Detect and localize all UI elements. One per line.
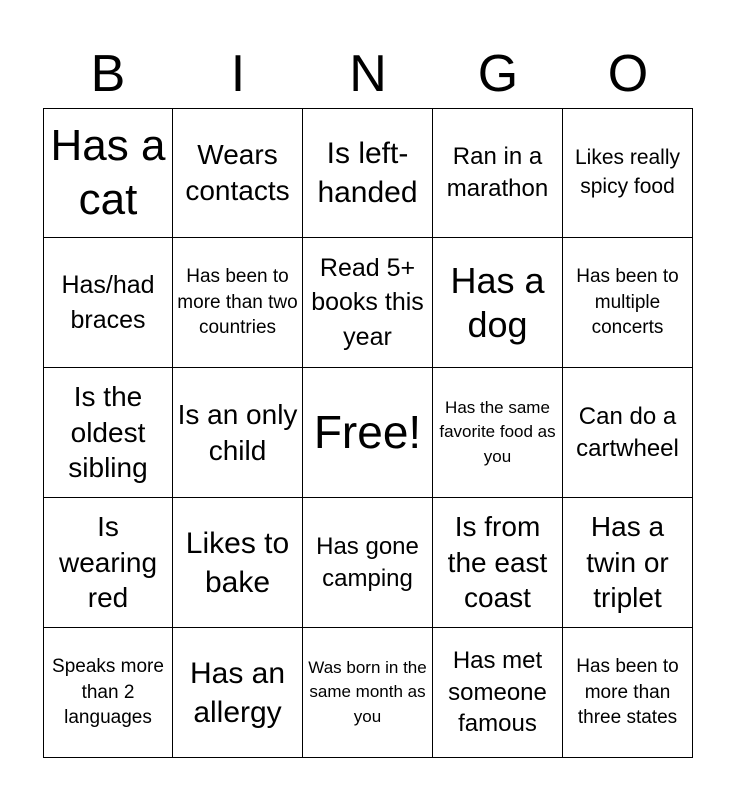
header-letter-g: G <box>477 45 519 103</box>
cell-text: Is from the east coast <box>447 510 548 614</box>
bingo-cell-r4-c1[interactable] <box>173 628 303 758</box>
cell-text: Has been to multiple concerts <box>576 265 679 339</box>
bingo-cell-r0-c1[interactable] <box>173 108 303 238</box>
cell-text: Has a cat <box>50 121 166 224</box>
bingo-cell-r1-c3[interactable] <box>433 238 563 368</box>
header-letter-o: O <box>607 45 649 103</box>
cell-text: Has gone camping <box>316 532 419 592</box>
bingo-board <box>43 108 693 757</box>
cell-text: Has been to more than three states <box>576 655 679 729</box>
header-letter-n: N <box>349 45 387 103</box>
header-letter-b: B <box>90 45 126 103</box>
bingo-cell-r0-c0[interactable] <box>43 108 173 238</box>
cell-text: Has an allergy <box>189 656 286 729</box>
bingo-cell-r3-c0[interactable] <box>43 498 173 628</box>
bingo-cell-r2-c3[interactable] <box>433 368 563 498</box>
bingo-cell-r2-c4[interactable] <box>563 368 693 498</box>
bingo-cell-r4-c4[interactable] <box>563 628 693 758</box>
bingo-cell-r0-c3[interactable] <box>433 108 563 238</box>
bingo-cell-r4-c0[interactable] <box>43 628 173 758</box>
cell-text: Has/had braces <box>61 271 155 334</box>
cell-text: Wears contacts <box>185 139 290 206</box>
header-letter-i: I <box>230 45 246 103</box>
cell-text: Likes to bake <box>185 526 290 599</box>
cell-text: Is wearing red <box>58 510 158 614</box>
bingo-cell-r2-c0[interactable] <box>43 368 173 498</box>
cell-text: Has the same favorite food as you <box>439 397 556 466</box>
bingo-cell-r3-c1[interactable] <box>173 498 303 628</box>
bingo-cell-r1-c4[interactable] <box>563 238 693 368</box>
cell-text: Likes really spicy food <box>574 146 681 198</box>
cell-text: Read 5+ books this year <box>311 253 424 351</box>
cell-text: Has been to more than two countries <box>177 265 298 339</box>
cell-text: Has a dog <box>450 260 545 345</box>
bingo-cell-r3-c2[interactable] <box>303 498 433 628</box>
free-space-text: Free! <box>313 405 422 458</box>
bingo-cell-r1-c0[interactable] <box>43 238 173 368</box>
bingo-cell-r0-c2[interactable] <box>303 108 433 238</box>
bingo-cell-r2-c1[interactable] <box>173 368 303 498</box>
bingo-cell-r4-c2[interactable] <box>303 628 433 758</box>
bingo-cell-r1-c2[interactable] <box>303 238 433 368</box>
cell-text: Was born in the same month as you <box>308 657 427 726</box>
cell-text: Has met someone famous <box>448 646 547 738</box>
cell-text: Is the oldest sibling <box>68 380 148 484</box>
cell-text: Has a twin or triplet <box>586 510 669 614</box>
cell-text: Ran in a marathon <box>446 143 549 202</box>
bingo-cell-r2-c2-free[interactable] <box>303 368 433 498</box>
bingo-cell-r0-c4[interactable] <box>563 108 693 238</box>
bingo-cell-r4-c3[interactable] <box>433 628 563 758</box>
bingo-cell-r3-c4[interactable] <box>563 498 693 628</box>
cell-text: Is left-handed <box>317 137 418 209</box>
cell-text: Is an only child <box>177 398 298 466</box>
bingo-cell-r3-c3[interactable] <box>433 498 563 628</box>
cell-text: Speaks more than 2 languages <box>52 655 164 729</box>
bingo-cell-r1-c1[interactable] <box>173 238 303 368</box>
bingo-header <box>43 40 693 108</box>
cell-text: Can do a cartwheel <box>576 402 679 462</box>
